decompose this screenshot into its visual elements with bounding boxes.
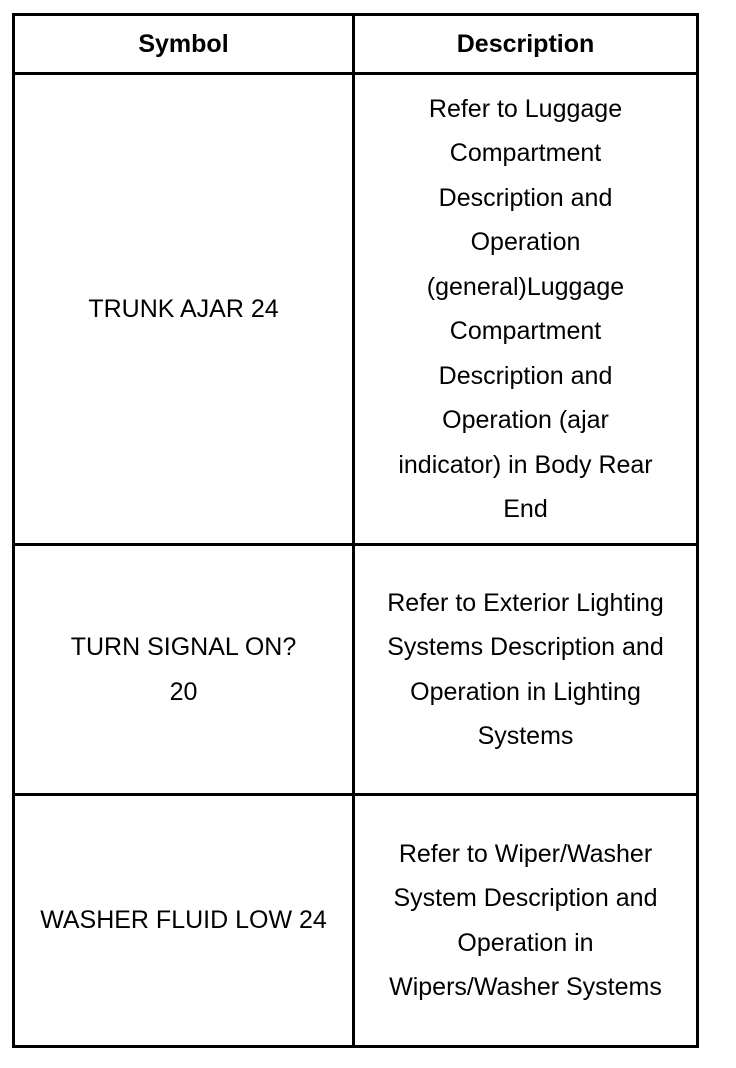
description-cell bbox=[354, 545, 698, 795]
table-row bbox=[14, 795, 698, 1047]
description-text: Refer to Exterior Lighting Systems Description and Operation in Lighting Systems bbox=[387, 588, 664, 750]
description-cell bbox=[354, 795, 698, 1047]
description-cell bbox=[354, 74, 698, 545]
symbol-description-table bbox=[12, 13, 699, 1048]
symbol-label: TRUNK AJAR 24 bbox=[88, 294, 279, 323]
symbol-label: TURN SIGNAL ON? 20 bbox=[70, 633, 297, 706]
header-description: Description bbox=[354, 15, 698, 74]
header-symbol: Symbol bbox=[14, 15, 354, 74]
description-text: Refer to Luggage Compartment Description and Operation (general)Luggage Compartment Description and Operation (ajar indicator) in Body Rear End bbox=[398, 94, 653, 523]
table-row bbox=[14, 74, 698, 545]
symbol-cell bbox=[14, 74, 354, 545]
symbol-label: WASHER FLUID LOW 24 bbox=[40, 906, 327, 935]
table-header-row bbox=[14, 15, 698, 74]
table-row bbox=[14, 545, 698, 795]
symbol-cell bbox=[14, 545, 354, 795]
symbol-cell bbox=[14, 795, 354, 1047]
description-text: Refer to Wiper/Washer System Description and Operation in Wipers/Washer Systems bbox=[389, 839, 662, 1001]
